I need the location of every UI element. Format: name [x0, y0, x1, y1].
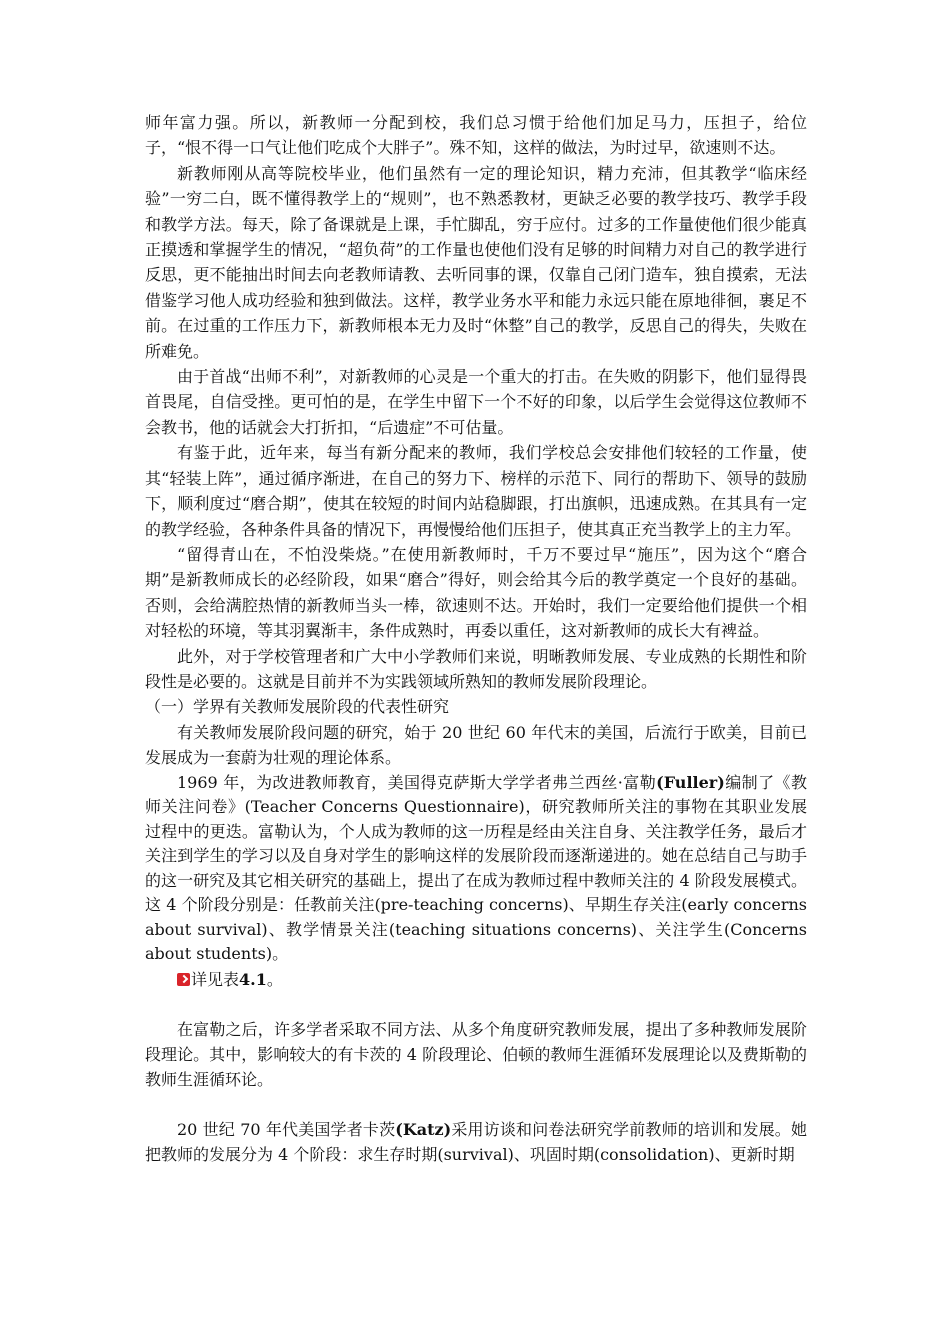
table-reference-end: 。	[266, 969, 283, 989]
paragraph-5: “留得青山在，不怕没柴烧。”在使用新教师时，千万不要过早“施压”，因为这个“磨合期”是新教师成长的必经阶段，如果“磨合”得好，则会给其今后的教学奠定一个良好的基础。否则，会给满腔热情的新教师当头一棒，欲速则不达。开始时，我们一定要给他们提供一个相对轻松的环境，等其羽翼渐丰，条件成熟时，再委以重任，这对新教师的成长大有裨益。	[145, 544, 807, 641]
red-arrow-icon	[177, 973, 190, 986]
section-heading: （一）学界有关教师发展阶段的代表性研究	[145, 697, 450, 717]
paragraph-8-start: 1969 年，为改进教师教育，美国得克萨斯大学学者弗兰西丝·富勒	[177, 772, 657, 792]
paragraph-8	[145, 771, 807, 967]
table-reference[interactable]	[145, 967, 807, 993]
paragraph-4: 有鉴于此，近年来，每当有新分配来的教师，我们学校总会安排他们较轻的工作量，使其“轻装上阵”，通过循序渐进，在自己的努力下、榜样的示范下、同行的帮助下、领导的鼓励下，顺利度过“磨合期”，使其在较短的时间内站稳脚跟，打出旗帜，迅速成熟。在其具有一定的教学经验，各种条件具备的情况下，再慢慢给他们压担子，使其真正充当教学上的主力军。	[145, 443, 807, 539]
paragraph-1: 师年富力强。所以，新教师一分配到校，我们总习惯于给他们加足马力，压担子，给位子，“恨不得一口气让他们吃成个大胖子”。殊不知，这样的做法，为时过早，欲速则不达。	[145, 113, 807, 158]
fuller-name: (Fuller)	[656, 772, 725, 792]
spacer	[145, 1093, 807, 1117]
paragraph-2: 新教师刚从高等院校毕业，他们虽然有一定的理论知识，精力充沛，但其教学“临床经验”一穷二白，既不懂得教学上的“规则”，也不熟悉教材，更缺乏必要的教学技巧、教学手段和教学方法。每天，除了备课就是上课，手忙脚乱，穷于应付。过多的工作量使他们很少能真正摸透和掌握学生的情况，“超负荷”的工作量也使他们没有足够的时间精力对自己的教学进行反思，更不能抽出时间去向老教师请教、去听同事的课，仅靠自己闭门造车，独自摸索，无法借鉴学习他人成功经验和独到做法。这样，教学业务水平和能力永远只能在原地徘徊，裹足不前。在过重的工作压力下，新教师根本无力及时“休整”自己的教学，反思自己的得失，失败在所难免。	[145, 163, 807, 361]
paragraph-3: 由于首战“出师不利”，对新教师的心灵是一个重大的打击。在失败的阴影下，他们显得畏首畏尾，自信受挫。更可怕的是，在学生中留下一个不好的印象，以后学生会觉得这位教师不会教书，他的话就会大打折扣，“后遗症”不可估量。	[145, 367, 807, 437]
paragraph-10-rest: 采用访谈和问卷法研究学前教师的培训和发展。她把教师的发展分为 4 个阶段：求生存时期(survival)、巩固时期(consolidation)、更新时期	[145, 1119, 807, 1165]
paragraph-10	[145, 1117, 807, 1168]
table-reference-number: 4.1	[239, 969, 267, 989]
katz-name: (Katz)	[395, 1119, 452, 1139]
paragraph-7: 有关教师发展阶段问题的研究，始于 20 世纪 60 年代末的美国，后流行于欧美，目前已发展成为一套蔚为壮观的理论体系。	[145, 722, 807, 768]
table-reference-text: 详见表	[191, 969, 240, 989]
paragraph-10-start: 20 世纪 70 年代美国学者卡茨	[177, 1119, 396, 1139]
paragraph-9: 在富勒之后，许多学者采取不同方法、从多个角度研究教师发展，提出了多种教师发展阶段理论。其中，影响较大的有卡茨的 4 阶段理论、伯顿的教师生涯循环发展理论以及费斯勒的教师生涯循环论。	[145, 1019, 807, 1090]
spacer	[145, 993, 807, 1017]
paragraph-6: 此外，对于学校管理者和广大中小学教师们来说，明晰教师发展、专业成熟的长期性和阶段性是必要的。这就是目前并不为实践领域所熟知的教师发展阶段理论。	[145, 646, 807, 691]
document-page	[145, 110, 807, 1168]
paragraph-8-rest: 编制了《教师关注问卷》(Teacher Concerns Questionnaire)，研究教师所关注的事物在其职业发展过程中的更迭。富勒认为，个人成为教师的这一历程是经由关注自身、关注教学任务，最后才关注到学生的学习以及自身对学生的影响这样的发展阶段而逐渐递进的。她在总结自己与助手的这一研究及其它相关研究的基础上，提出了在成为教师过程中教师关注的 4 阶段发展模式。这 4 个阶段分别是：任教前关注(pre-teaching concerns)、早期生存关注(early concerns about survival)、教学情景关注(teaching situations concerns)、关注学生(Concerns about students)。	[145, 772, 807, 964]
